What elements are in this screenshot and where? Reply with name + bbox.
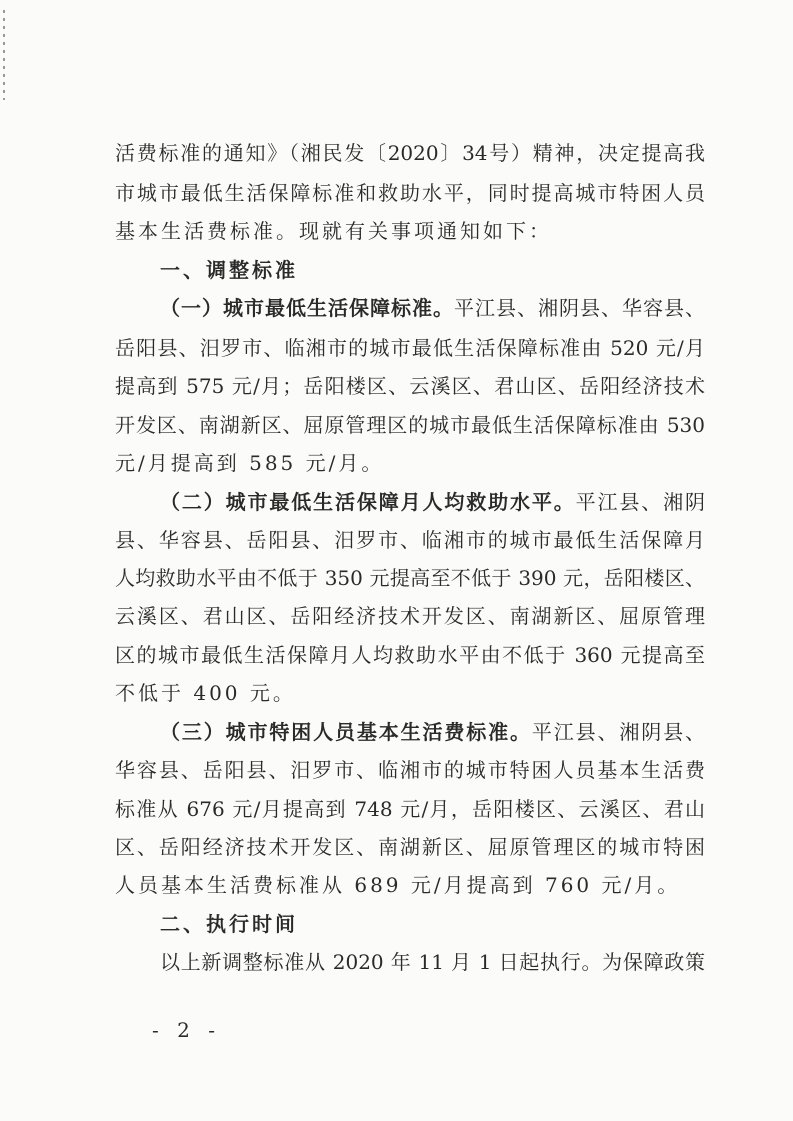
text-line bbox=[115, 525, 705, 555]
line-text: 元/月提高到 585 元/月。 bbox=[115, 451, 385, 475]
line-text: 一、调整标准 bbox=[160, 258, 298, 282]
text-line bbox=[115, 138, 705, 168]
text-line bbox=[115, 755, 705, 785]
text-line bbox=[115, 410, 705, 440]
section-heading bbox=[160, 255, 705, 285]
text-line bbox=[115, 794, 705, 824]
text-line bbox=[160, 717, 705, 747]
line-text: 平江县、湘阴县、华容县、 bbox=[454, 296, 705, 320]
line-text: 标准从 676 元/月提高到 748 元/月，岳阳楼区、云溪区、君山 bbox=[115, 797, 705, 821]
subsection-title: （一）城市最低生活保障标准。 bbox=[160, 296, 454, 320]
page-number: - 2 - bbox=[152, 1018, 221, 1042]
text-line bbox=[115, 371, 705, 401]
text-line bbox=[115, 601, 705, 631]
line-text: 活费标准的通知》（湘民发〔2020〕34号）精神，决定提高我 bbox=[115, 141, 705, 165]
text-line bbox=[115, 178, 705, 208]
text-line bbox=[115, 678, 705, 708]
text-line bbox=[160, 487, 705, 517]
scan-edge-mark bbox=[3, 10, 5, 100]
line-text: 平江县、湘阴 bbox=[575, 490, 705, 514]
line-text: 提高到 575 元/月；岳阳楼区、云溪区、君山区、岳阳经济技术 bbox=[115, 374, 705, 398]
text-line bbox=[115, 216, 705, 246]
text-line bbox=[115, 563, 705, 593]
line-text: 二、执行时间 bbox=[160, 912, 298, 936]
line-text: 人员基本生活费标准从 689 元/月提高到 760 元/月。 bbox=[115, 873, 681, 897]
text-line bbox=[160, 947, 705, 977]
section-heading bbox=[160, 909, 705, 939]
line-text: 不低于 400 元。 bbox=[115, 681, 296, 705]
line-text: 岳阳县、汨罗市、临湘市的城市最低生活保障标准由 520 元/月 bbox=[115, 336, 705, 360]
line-text: 华容县、岳阳县、汨罗市、临湘市的城市特困人员基本生活费 bbox=[115, 758, 705, 782]
text-line bbox=[115, 333, 705, 363]
line-text: 云溪区、君山区、岳阳经济技术开发区、南湖新区、屈原管理 bbox=[115, 604, 705, 628]
text-line bbox=[115, 870, 705, 900]
line-text: 以上新调整标准从 2020 年 11 月 1 日起执行。为保障政策 bbox=[160, 950, 705, 974]
text-line bbox=[160, 293, 705, 323]
line-text: 人均救助水平由不低于 350 元提高至不低于 390 元，岳阳楼区、 bbox=[115, 566, 705, 590]
subsection-title: （三）城市特困人员基本生活费标准。 bbox=[160, 720, 532, 744]
line-text: 市城市最低生活保障标准和救助水平，同时提高城市特困人员 bbox=[115, 181, 705, 205]
line-text: 基本生活费标准。现就有关事项通知如下： bbox=[115, 219, 552, 243]
line-text: 平江县、湘阴县、 bbox=[531, 720, 705, 744]
line-text: 开发区、南湖新区、屈原管理区的城市最低生活保障标准由 530 bbox=[115, 413, 705, 437]
text-line bbox=[115, 640, 705, 670]
text-line bbox=[115, 832, 705, 862]
line-text: 县、华容县、岳阳县、汨罗市、临湘市的城市最低生活保障月 bbox=[115, 528, 705, 552]
line-text: 区的城市最低生活保障月人均救助水平由不低于 360 元提高至 bbox=[115, 643, 705, 667]
text-line bbox=[115, 448, 705, 478]
line-text: 区、岳阳经济技术开发区、南湖新区、屈原管理区的城市特困 bbox=[115, 835, 705, 859]
subsection-title: （二）城市最低生活保障月人均救助水平。 bbox=[160, 490, 576, 514]
